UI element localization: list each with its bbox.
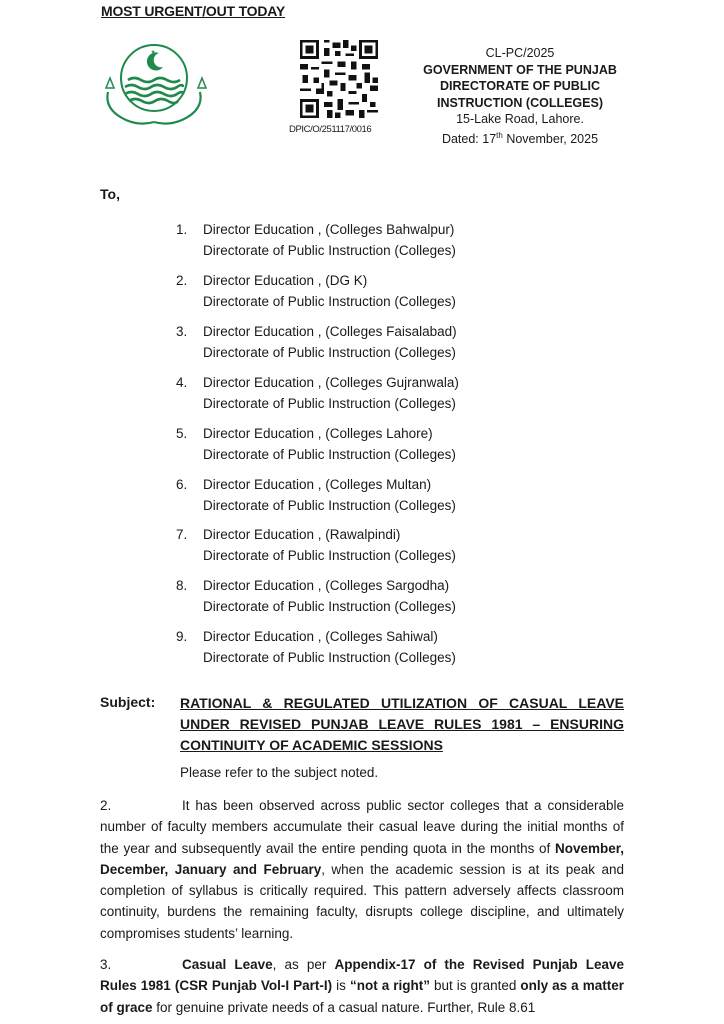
addressee-office: Directorate of Public Instruction (Colleges) — [203, 599, 456, 614]
addressee-number: 5. — [176, 426, 188, 441]
date-suffix-sup: th — [496, 130, 503, 140]
addressee-number: 1. — [176, 222, 188, 237]
addressee-office: Directorate of Public Instruction (Colleges) — [203, 345, 456, 360]
paragraph-text: for genuine private needs of a casual nature. Further, Rule 8.61 — [152, 999, 536, 1015]
addressee-item — [176, 219, 456, 261]
paragraph-3 — [100, 954, 624, 1018]
addressee-title: Director Education , (DG K) — [203, 273, 368, 288]
subject-line-1: RATIONAL & REGULATED UTILIZATION OF CASUAL LEAVE — [180, 695, 624, 711]
addressee-number: 8. — [176, 578, 188, 593]
paragraph-number: 3. — [100, 957, 112, 972]
addressee-item — [176, 372, 459, 414]
letterhead — [400, 45, 640, 147]
office-address: 15-Lake Road, Lahore. — [456, 112, 584, 126]
date-rest: November, 2025 — [502, 131, 599, 146]
addressee-office: Directorate of Public Instruction (Colleges) — [203, 548, 456, 563]
paragraph-emphasis: November, December, January and February — [100, 840, 624, 877]
subject-label: Subject: — [100, 694, 156, 710]
paragraph-emphasis: “not a right” — [349, 978, 430, 994]
addressee-office: Directorate of Public Instruction (Colleges) — [203, 650, 456, 665]
addressee-office: Directorate of Public Instruction (Colleges) — [203, 447, 456, 462]
addressee-title: Director Education , (Colleges Multan) — [203, 477, 432, 492]
org-line-2: DIRECTORATE OF PUBLIC — [440, 79, 600, 93]
paragraph-text: , when the academic session is at its peak and completion of syllabus is critically required. This pattern adversely affects classroom continuity, burdens the remaining faculty, disrupts college discipline, and ultimately compromises students’ learning. — [100, 861, 624, 941]
addressee-item — [176, 474, 456, 516]
paragraph-number: 2. — [100, 798, 112, 813]
addressee-title: Director Education , (Colleges Gujranwala) — [203, 375, 459, 390]
paragraph-text: but is granted — [429, 978, 521, 994]
addressee-title: Director Education , (Colleges Sahiwal) — [203, 629, 438, 644]
addressee-item — [176, 626, 456, 668]
paragraph-emphasis: Casual Leave — [182, 957, 273, 972]
urgency-heading: MOST URGENT/OUT TODAY — [101, 3, 286, 19]
addressee-item — [176, 321, 457, 363]
addressee-title: Director Education , (Colleges Lahore) — [203, 426, 433, 441]
paragraph-text: It has been observed across public sector colleges that a considerable number of faculty members accumulate their casual leave during the initial months of the year and subsequently avail the entire pending quota in the months of — [100, 798, 624, 856]
addressee-item — [176, 575, 456, 617]
addressee-number: 3. — [176, 324, 188, 339]
addressee-number: 4. — [176, 375, 188, 390]
addressee-office: Directorate of Public Instruction (Colleges) — [203, 243, 456, 258]
org-line-3: INSTRUCTION (COLLEGES) — [437, 95, 603, 110]
addressee-office: Directorate of Public Instruction (Colleges) — [203, 294, 456, 309]
addressee-item — [176, 270, 456, 312]
paragraph-emphasis: Appendix-17 of the Revised Punjab Leave Rules 1981 (CSR Punjab Vol-I Part-I) — [100, 957, 624, 994]
addressee-item — [176, 423, 456, 465]
subject-line-3: CONTINUITY OF ACADEMIC SESSIONS — [180, 737, 443, 753]
addressee-number: 7. — [176, 527, 188, 542]
paragraph-emphasis: only as a matter of grace — [100, 978, 624, 1015]
addressee-title: Director Education , (Colleges Sargodha) — [203, 578, 450, 593]
addressee-title: Director Education , (Colleges Faisalabad) — [203, 324, 457, 339]
to-label: To, — [100, 186, 120, 202]
paragraph-text: is — [332, 978, 350, 994]
date-prefix: Dated: 17 — [441, 131, 497, 146]
addressee-item — [176, 524, 456, 566]
subject-text — [180, 693, 624, 756]
date-line — [400, 128, 640, 148]
qr-code-icon — [300, 40, 378, 118]
org-line-1: GOVERNMENT OF THE PUNJAB — [423, 62, 617, 77]
addressee-office: Directorate of Public Instruction (Colleges) — [203, 396, 456, 411]
addressee-office: Directorate of Public Instruction (Colleges) — [203, 498, 456, 513]
file-number: CL-PC/2025 — [485, 46, 555, 60]
paragraph-2 — [100, 795, 624, 944]
addressee-number: 2. — [176, 273, 188, 288]
addressee-number: 6. — [176, 477, 188, 492]
addressee-title: Director Education , (Rawalpindi) — [203, 527, 401, 542]
addressee-title: Director Education , (Colleges Bahwalpur) — [203, 222, 455, 237]
reference-line: Please refer to the subject noted. — [180, 765, 379, 780]
paragraph-text: , as per — [272, 957, 335, 972]
punjab-government-emblem-icon — [98, 40, 210, 130]
qr-reference-code: DPIC/O/251117/0016 — [289, 124, 372, 135]
svg-text:✦: ✦ — [150, 50, 156, 56]
subject-line-2: UNDER REVISED PUNJAB LEAVE RULES 1981 – ENSURING — [180, 716, 624, 732]
addressee-number: 9. — [176, 629, 188, 644]
